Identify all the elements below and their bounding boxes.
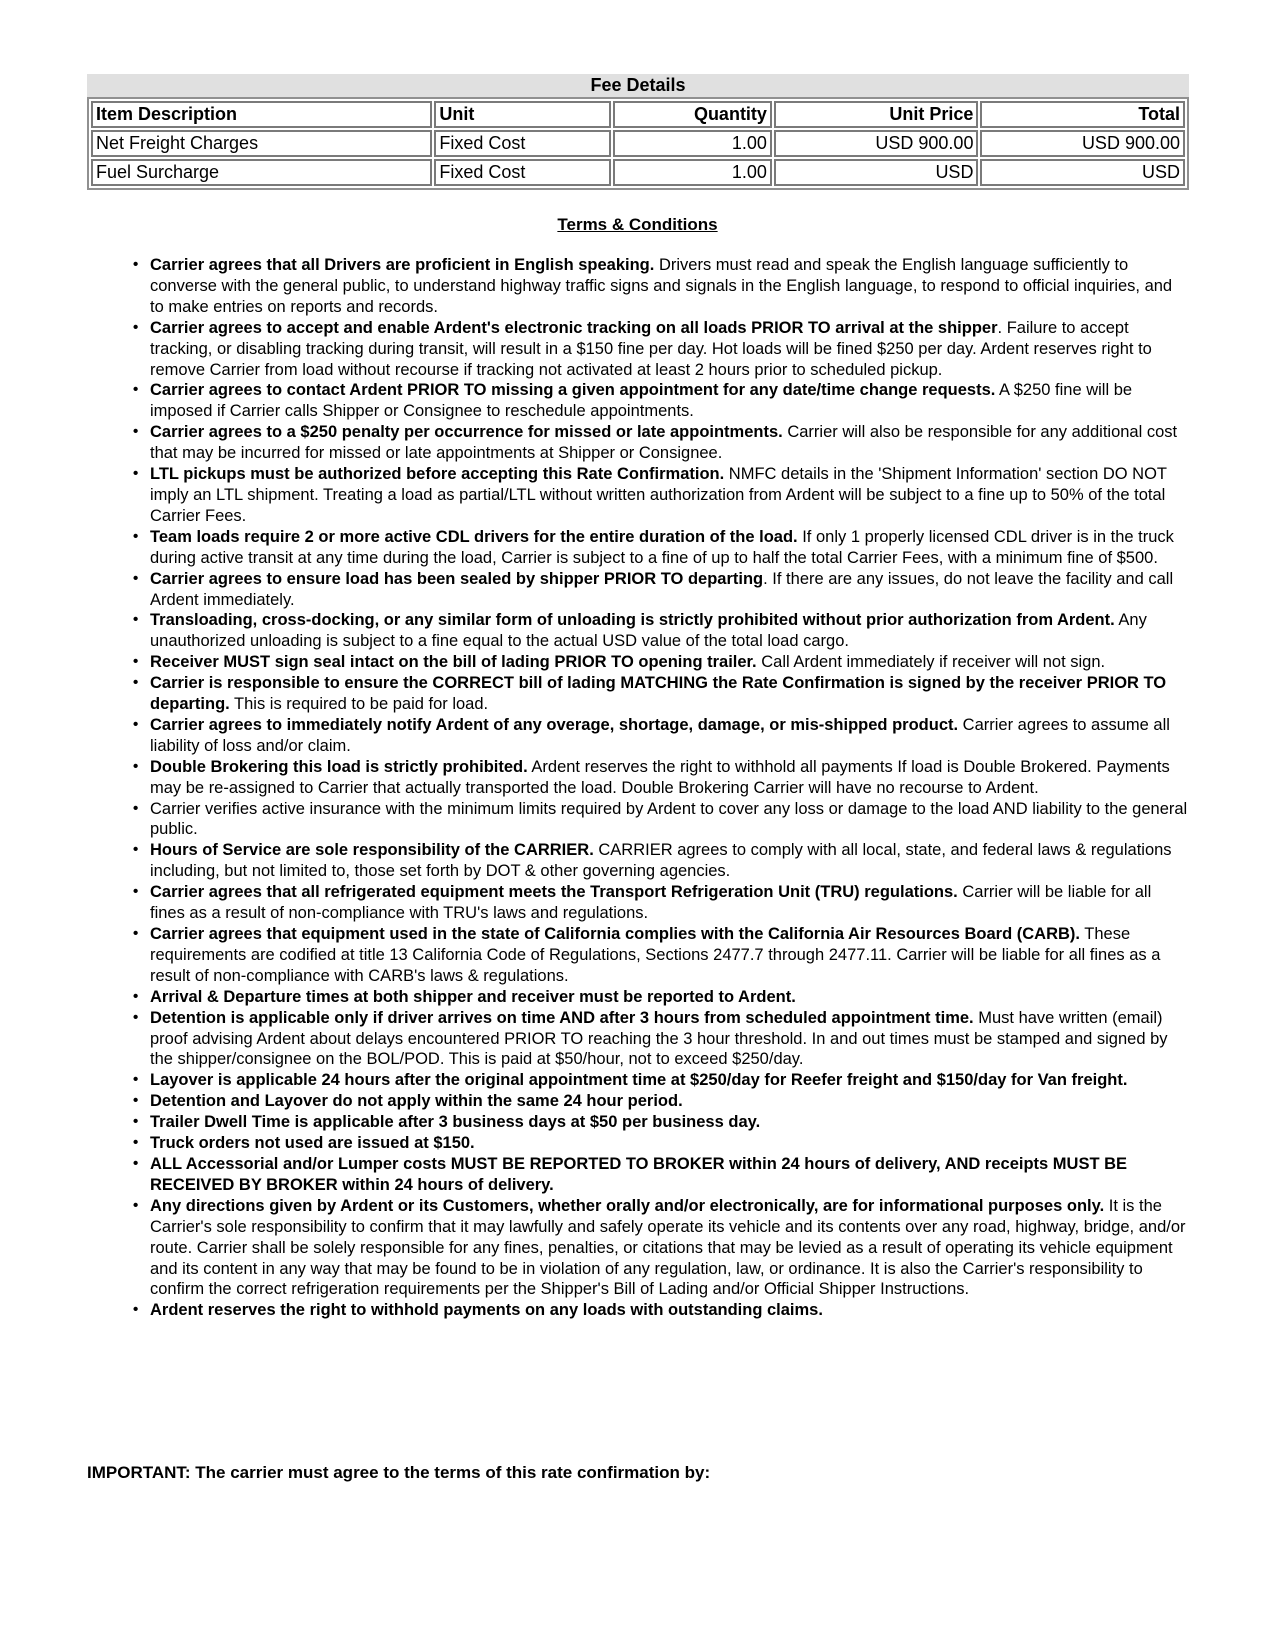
term-text: A $250 fine will be imposed if Carrier calls Shipper or Consignee to reschedule appointments.	[150, 381, 1133, 421]
cell-unit-price: USD	[774, 159, 979, 186]
term-text: Drivers must read and speak the English language sufficiently to converse with the general public, to understand highway traffic signs and signals in the English language, to respond to official inquiries, and to make entries on reports and records.	[150, 256, 1173, 316]
bullet-icon: •	[133, 569, 139, 587]
term-bold-text: Trailer Dwell Time is applicable after 3 business days at $50 per business day.	[150, 1113, 761, 1132]
bullet-icon: •	[133, 674, 139, 692]
term-bold-text: Detention is applicable only if driver arrives on time AND after 3 hours from scheduled appointment time.	[150, 1008, 974, 1027]
terms-item	[133, 380, 1190, 422]
cell-quantity: 1.00	[613, 159, 772, 186]
bullet-icon: •	[133, 527, 139, 545]
terms-item	[133, 924, 1190, 987]
term-text: . If there are any issues, do not leave the facility and call Ardent immediately.	[150, 569, 1174, 609]
term-bold-text: Transloading, cross-docking, or any similar form of unloading is strictly prohibited without prior authorization from Ardent.	[150, 611, 1115, 630]
term-text: Carrier verifies active insurance with the minimum limits required by Ardent to cover any loss or damage to the load AND liability to the general public.	[150, 799, 1188, 839]
bullet-icon: •	[133, 987, 139, 1005]
bullet-icon: •	[133, 1154, 139, 1172]
important-notice: IMPORTANT: The carrier must agree to the terms of this rate confirmation by:	[87, 1463, 711, 1482]
term-bold-text: Carrier agrees to a $250 penalty per occurrence for missed or late appointments.	[150, 423, 783, 442]
bullet-icon: •	[133, 1301, 139, 1319]
term-text: Carrier will also be responsible for any additional cost that may be incurred for missed or late appointments at Shipper or Consignee.	[150, 423, 1178, 463]
cell-total: USD 900.00	[980, 130, 1185, 157]
terms-item	[133, 757, 1190, 799]
term-bold-text: Truck orders not used are issued at $150.	[150, 1134, 475, 1153]
term-bold-text: ALL Accessorial and/or Lumper costs MUST BE REPORTED TO BROKER within 24 hours of delivery, AND receipts MUST BE RECEIVED BY BROKER within 24 hours of delivery.	[150, 1154, 1128, 1194]
table-row	[91, 159, 1185, 186]
terms-item	[133, 610, 1190, 652]
term-bold-text: Arrival & Departure times at both shipper and receiver must be reported to Ardent.	[150, 987, 796, 1006]
cell-item-description: Fuel Surcharge	[91, 159, 432, 186]
bullet-icon: •	[133, 1092, 139, 1110]
cell-unit: Fixed Cost	[434, 130, 611, 157]
term-text: If only 1 properly licensed CDL driver is in the truck during active transit at any time during the load, Carrier is subject to a fine of up to half the total Carrier Fees, with a minimum fine of $500.	[150, 527, 1174, 567]
term-text: It is the Carrier's sole responsibility to confirm that it may lawfully and safely operate its vehicle and its contents over any road, highway, bridge, and/or route. Carrier shall be solely responsible for any fines, penalties, or citations that may be levied as a result of operating its vehicle equipment and its content in any way that may be found to be in violation of any regulation, law, or ordinance. It is also the Carrier's responsibility to confirm the correct refrigeration requirements per the Shipper's Bill of Lading and/or Official Shipper Instructions.	[150, 1196, 1186, 1299]
term-bold-text: Ardent reserves the right to withhold payments on any loads with outstanding claims.	[150, 1301, 823, 1320]
bullet-icon: •	[133, 715, 139, 733]
term-bold-text: Receiver MUST sign seal intact on the bill of lading PRIOR TO opening trailer.	[150, 653, 757, 672]
terms-item	[133, 652, 1190, 673]
term-text: Call Ardent immediately if receiver will not sign.	[756, 653, 1106, 672]
term-bold-text: Carrier agrees to ensure load has been sealed by shipper PRIOR TO departing	[150, 569, 764, 588]
bullet-icon: •	[133, 423, 139, 441]
bullet-icon: •	[133, 256, 139, 273]
term-bold-text: Carrier agrees to contact Ardent PRIOR TO missing a given appointment for any date/time change requests.	[150, 381, 996, 400]
term-text: This is required to be paid for load.	[229, 695, 489, 714]
cell-item-description: Net Freight Charges	[91, 130, 432, 157]
term-text: CARRIER agrees to comply with all local, state, and federal laws & regulations including, but not limited to, those set forth by DOT & other governing agencies.	[150, 841, 1172, 881]
term-text: Ardent reserves the right to withhold all payments If load is Double Brokered. Payments may be re-assigned to Carrier that actually transported the load. Double Brokering Carrier will have no recourse to Ardent.	[150, 757, 1170, 797]
term-bold-text: Layover is applicable 24 hours after the original appointment time at $250/day for Reefer freight and $150/day for Van freight.	[150, 1071, 1128, 1090]
header-total: Total	[980, 101, 1185, 128]
fee-details-table	[87, 97, 1189, 190]
bullet-icon: •	[133, 465, 139, 483]
bullet-icon: •	[133, 1008, 139, 1026]
term-bold-text: Any directions given by Ardent or its Customers, whether orally and/or electronically, are for informational purposes only.	[150, 1196, 1105, 1215]
terms-item	[133, 527, 1190, 569]
bullet-icon: •	[133, 925, 139, 942]
term-text: Must have written (email) proof advising Ardent about delays encountered PRIOR TO reaching the 3 hour threshold. In and out times must be stamped and signed by the shipper/consignee on the BOL/POD. This is paid at $50/hour, not to exceed $250/day.	[150, 1008, 1168, 1069]
term-text: Carrier will be liable for all fines as a result of non-compliance with TRU's laws and regulations.	[150, 883, 1152, 923]
term-bold-text: Carrier agrees that all Drivers are proficient in English speaking.	[150, 256, 655, 274]
bullet-icon: •	[133, 1196, 139, 1214]
terms-item	[133, 1070, 1190, 1091]
terms-item	[133, 422, 1190, 464]
terms-item	[133, 318, 1190, 381]
terms-item	[133, 840, 1190, 882]
cell-unit-price: USD 900.00	[774, 130, 979, 157]
bullet-icon: •	[133, 883, 139, 901]
header-unit: Unit	[434, 101, 611, 128]
terms-item	[133, 987, 1190, 1008]
term-bold-text: Carrier agrees to immediately notify Ardent of any overage, shortage, damage, or mis-shipped product.	[150, 715, 959, 734]
term-text: Carrier agrees to assume all liability of loss and/or claim.	[150, 715, 1170, 755]
term-text: . Failure to accept tracking, or disabling tracking during transit, will result in a $150 fine per day. Hot loads will be fined $250 per day. Ardent reserves right to remove Carrier from load without recourse if tracking not activated at least 2 hours prior to scheduled pickup.	[150, 318, 1152, 379]
term-text: These requirements are codified at title 13 California Code of Regulations, Sections 2477.7 through 2477.11. Carrier will be liable for all fines as a result of non-compliance with CARB's laws & regulations.	[150, 925, 1161, 985]
fee-details-section	[87, 74, 1189, 190]
terms-item	[133, 1196, 1190, 1301]
term-bold-text: Detention and Layover do not apply within the same 24 hour period.	[150, 1092, 683, 1111]
terms-item	[133, 715, 1190, 757]
terms-item	[133, 1008, 1190, 1071]
terms-item	[133, 255, 1190, 318]
bullet-icon: •	[133, 1134, 139, 1152]
terms-item	[133, 1300, 1190, 1321]
terms-item	[133, 673, 1190, 715]
term-bold-text: Carrier agrees that equipment used in the state of California complies with the California Air Resources Board (CARB).	[150, 925, 1080, 943]
term-bold-text: LTL pickups must be authorized before accepting this Rate Confirmation.	[150, 465, 725, 484]
header-quantity: Quantity	[613, 101, 772, 128]
table-header-row	[91, 101, 1185, 128]
cell-unit: Fixed Cost	[434, 159, 611, 186]
term-bold-text: Carrier agrees to accept and enable Ardent's electronic tracking on all loads PRIOR TO arrival at the shipper	[150, 318, 998, 337]
bullet-icon: •	[133, 653, 139, 671]
cell-total: USD	[980, 159, 1185, 186]
terms-item	[133, 1154, 1190, 1196]
terms-item	[133, 1091, 1190, 1112]
header-item-description: Item Description	[91, 101, 432, 128]
terms-item	[133, 882, 1190, 924]
terms-item	[133, 799, 1190, 841]
terms-heading: Terms & Conditions	[557, 215, 718, 234]
term-text: NMFC details in the 'Shipment Information' section DO NOT imply an LTL shipment. Treating a load as partial/LTL without written authorization from Ardent will be subject to a fine up to 50% of the total Carrier Fees.	[150, 465, 1167, 525]
term-bold-text: Carrier agrees that all refrigerated equipment meets the Transport Refrigeration Unit (TRU) regulations.	[150, 883, 958, 902]
bullet-icon: •	[133, 611, 139, 629]
term-text: Any unauthorized unloading is subject to a fine equal to the actual USD value of the total load cargo.	[150, 611, 1147, 651]
term-bold-text: Hours of Service are sole responsibility of the CARRIER.	[150, 841, 594, 860]
bullet-icon: •	[133, 1071, 139, 1089]
fee-details-title: Fee Details	[87, 74, 1189, 97]
term-bold-text: Double Brokering this load is strictly prohibited.	[150, 757, 528, 776]
bullet-icon: •	[133, 757, 139, 775]
header-unit-price: Unit Price	[774, 101, 979, 128]
terms-item	[133, 1133, 1190, 1154]
term-bold-text: Team loads require 2 or more active CDL drivers for the entire duration of the load.	[150, 527, 798, 546]
terms-item	[133, 569, 1190, 611]
table-row	[91, 130, 1185, 157]
bullet-icon: •	[133, 381, 139, 399]
bullet-icon: •	[133, 318, 139, 336]
term-bold-text: Carrier is responsible to ensure the CORRECT bill of lading MATCHING the Rate Confirmation is signed by the receiver PRIOR TO departing.	[150, 674, 1167, 714]
terms-item	[133, 464, 1190, 527]
terms-item	[133, 1112, 1190, 1133]
bullet-icon: •	[133, 1113, 139, 1131]
bullet-icon: •	[133, 841, 139, 859]
cell-quantity: 1.00	[613, 130, 772, 157]
terms-list	[133, 255, 1190, 1321]
bullet-icon: •	[133, 799, 139, 817]
